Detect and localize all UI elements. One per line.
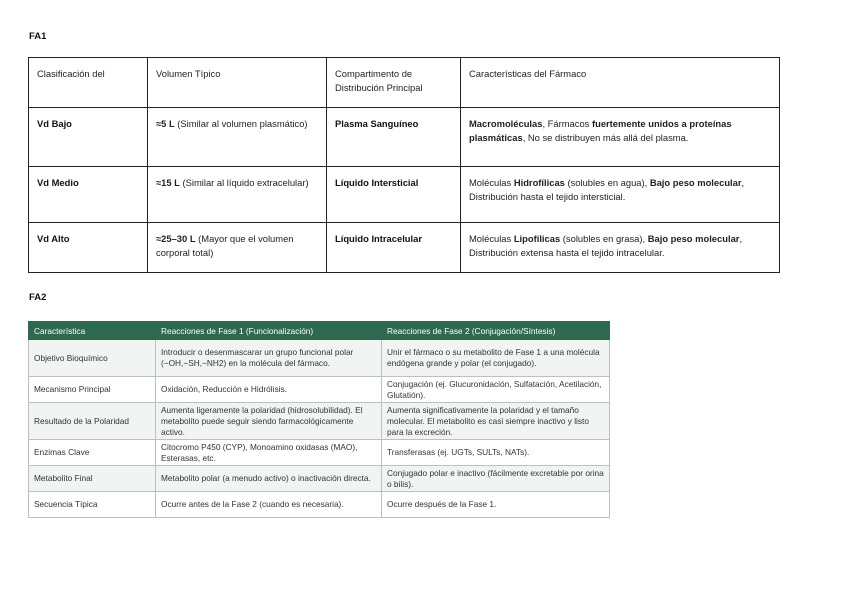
fa2-row — [29, 377, 610, 403]
fa1-volume-note: (Similar al volumen plasmático) — [174, 118, 308, 129]
fa1-classification-cell: Vd Alto — [29, 223, 148, 273]
fa2-phase1-cell: Aumenta ligeramente la polaridad (hidrosolubilidad). El metabolito puede seguir siendo farmacológicamente activo. — [156, 403, 382, 440]
fa1-feature-text: , Fármacos — [542, 118, 592, 129]
fa1-feature-text: , No se distribuyen más allá del plasma. — [522, 131, 689, 143]
fa1-feature-text: (solubles en grasa), — [560, 233, 648, 244]
fa1-volume-value: ≈15 L — [156, 177, 180, 188]
fa1-feature-text: fuertemente unidos a proteínas plasmáticas — [469, 118, 732, 143]
fa1-volume-note: (Mayor que el volumen corporal total) — [156, 233, 294, 258]
fa2-row — [29, 340, 610, 377]
fa1-row — [29, 108, 780, 167]
fa1-features-cell — [461, 108, 780, 167]
fa2-phase1-cell: Citocromo P450 (CYP), Monoamino oxidasas (MAO), Esterasas, etc. — [156, 440, 382, 466]
fa1-volume-cell — [148, 167, 327, 223]
fa1-feature-text: Hidrofílicas — [513, 177, 565, 188]
fa1-feature-text: Moléculas — [469, 233, 514, 244]
fa1-header-cell: Volumen Típico — [148, 58, 327, 108]
fa2-table — [28, 321, 610, 518]
fa1-classification-cell: Vd Bajo — [29, 108, 148, 167]
fa1-compartment-cell: Plasma Sanguíneo — [327, 108, 461, 167]
fa2-header-row — [29, 322, 610, 340]
fa1-feature-text: Macromoléculas — [469, 118, 543, 129]
fa1-features-cell — [461, 167, 780, 223]
fa1-features-cell — [461, 223, 780, 273]
fa2-characteristic-cell: Objetivo Bioquímico — [29, 340, 156, 377]
fa2-phase1-cell: Introducir o desenmascarar un grupo funcional polar (−OH,−SH,−NH2) en la molécula del fármaco. — [156, 340, 382, 377]
fa1-table — [28, 57, 780, 273]
fa2-characteristic-cell: Resultado de la Polaridad — [29, 403, 156, 440]
fa1-volume-note: (Similar al líquido extracelular) — [179, 177, 309, 188]
fa2-header-cell: Característica — [29, 322, 156, 340]
fa1-header-cell: Clasificación del — [29, 58, 148, 108]
fa2-header-cell: Reacciones de Fase 2 (Conjugación/Síntesis) — [382, 322, 610, 340]
fa2-phase2-cell: Unir el fármaco o su metabolito de Fase 1 a una molécula endógena grande y polar (el conjugado). — [382, 340, 610, 377]
fa2-phase1-cell: Metabolito polar (a menudo activo) o inactivación directa. — [156, 466, 382, 492]
fa1-classification-cell: Vd Medio — [29, 167, 148, 223]
fa2-phase2-cell: Conjugado polar e inactivo (fácilmente excretable por orina o bilis). — [382, 466, 610, 492]
fa2-row — [29, 466, 610, 492]
fa1-compartment-cell: Líquido Intersticial — [327, 167, 461, 223]
fa1-feature-text: Moléculas — [469, 177, 514, 188]
fa2-phase2-cell: Aumenta significativamente la polaridad y el tamaño molecular. El metabolito es casi siempre inactivo y listo para la excreción. — [382, 403, 610, 440]
fa2-row — [29, 403, 610, 440]
fa1-header-cell: Características del Fármaco — [461, 58, 780, 108]
fa2-phase1-cell: Ocurre antes de la Fase 2 (cuando es necesaria). — [156, 492, 382, 518]
fa1-feature-text: , Distribución extensa hasta el tejido intracelular. — [469, 233, 743, 258]
fa1-volume-cell — [148, 223, 327, 273]
fa1-feature-text: Bajo peso molecular — [649, 177, 742, 188]
fa1-heading: FA1 — [29, 31, 47, 42]
fa1-feature-text: Lipofílicas — [513, 233, 561, 244]
fa2-header-cell: Reacciones de Fase 1 (Funcionalización) — [156, 322, 382, 340]
fa1-row — [29, 223, 780, 273]
fa1-volume-cell — [148, 108, 327, 167]
fa2-characteristic-cell: Secuencia Típica — [29, 492, 156, 518]
fa1-row — [29, 167, 780, 223]
fa2-characteristic-cell: Metabolito Final — [29, 466, 156, 492]
fa1-compartment-cell: Líquido Intracelular — [327, 223, 461, 273]
fa1-header-cell: Compartimento de Distribución Principal — [327, 58, 461, 108]
fa1-feature-text: , Distribución hasta el tejido intersticial. — [469, 177, 745, 202]
fa2-heading: FA2 — [29, 292, 47, 303]
fa2-row — [29, 492, 610, 518]
fa1-volume-value: ≈25–30 L — [156, 233, 196, 244]
fa2-phase2-cell: Transferasas (ej. UGTs, SULTs, NATs). — [382, 440, 610, 466]
fa2-characteristic-cell: Mecanismo Principal — [29, 377, 156, 403]
fa2-row — [29, 440, 610, 466]
fa1-header-row — [29, 58, 780, 108]
fa2-phase2-cell: Ocurre después de la Fase 1. — [382, 492, 610, 518]
fa2-phase1-cell: Oxidación, Reducción e Hidrólisis. — [156, 377, 382, 403]
fa2-phase2-cell: Conjugación (ej. Glucuronidación, Sulfatación, Acetilación, Glutatión). — [382, 377, 610, 403]
fa1-volume-value: ≈5 L — [156, 118, 175, 129]
fa1-feature-text: (solubles en agua), — [564, 177, 650, 188]
fa1-feature-text: Bajo peso molecular — [647, 233, 740, 244]
fa2-characteristic-cell: Enzimas Clave — [29, 440, 156, 466]
